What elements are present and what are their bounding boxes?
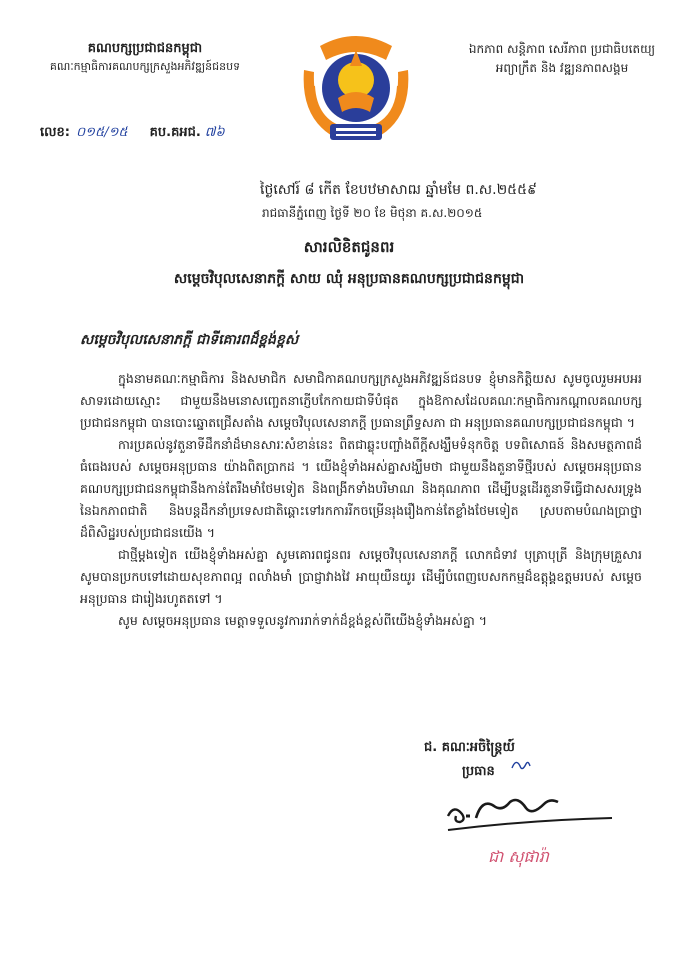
- reference-number: ០១៥/១៥: [75, 125, 128, 140]
- body-paragraph: ការប្រគល់នូវតួនាទីដឹកនាំដ៏មានសារៈសំខាន់នេះ ពិតជាឆ្លុះបញ្ចាំងពីក្តីសង្ឃឹមទំនុកចិត្ត បទពិសោធន៍ និងសមត្ថភាពដ៏ធំធេងរបស់ សម្តេចអនុប្រធាន យ៉ាងពិតប្រាកដ ។ យើងខ្ញុំទាំងអស់គ្នាសង្ឃឹមថា ជាមួយនឹងតួនាទីថ្មីរបស់ សម្តេចអនុប្រធាន គណបក្សប្រជាជនកម្ពុជានឹងកាន់តែរឹងមាំថែមទៀត និងពង្រីកទាំងបរិមាណ និងគុណភាព ដើម្បីបន្តដើរតួនាទីធ្វើជាសសរទ្រូងនៃឯកភាពជាតិ និងបន្តដឹកនាំប្រទេសជាតិឆ្ពោះទៅរកការរីកចម្រើនរុងរឿងកាន់តែខ្លាំងថែមទៀត ស្របតាមបំណងប្រាថ្នាដ៏ពិសិដ្ឋរបស់ប្រជាជនយើង ។: [80, 437, 642, 540]
- letter-addressee: សម្តេចវិបុលសេនាភក្តី សាយ ឈុំ អនុប្រធានគណបក្សប្រជាជនកម្ពុជា: [173, 271, 525, 287]
- reference-code-number: ៧៦: [204, 125, 225, 140]
- solar-date: រាជធានីភ្នំពេញ ថ្ងៃទី ២០ ខែ មិថុនា គ.ស.២០១៥: [262, 206, 483, 220]
- letterhead-right: [442, 40, 682, 78]
- party-logo: [294, 26, 418, 154]
- nation-motto-line2: អព្យាក្រឹត និង វឌ្ឍនភាពសង្គម: [495, 61, 629, 75]
- signatory-organization: ជ. គណៈអចិន្ត្រៃយ៍: [424, 740, 515, 755]
- letterhead-left: [30, 40, 260, 76]
- letter-title: សារលិខិតជូនពរ: [303, 238, 395, 256]
- body-paragraph: ក្នុងនាមគណៈកម្មាធិការ និងសមាជិក សមាជិកាគណបក្សក្រសួងអភិវឌ្ឍន៍ជនបទ ខ្ញុំមានកិត្តិយស សូមចូលរួមអបអរសាទរដោយស្មោះ ជាមួយនឹងមនោសញ្ចេតនាភ្ញើបកែកាយជាទីបំផុត ក្នុងឱកាសដែលគណៈកម្មាធិការកណ្តាលគណបក្សប្រជាជនកម្ពុជា បានបោះឆ្នោតជ្រើសតាំង សម្តេចវិបុលសេនាភក្តី ប្រធានព្រឹទ្ធសភា ជា អនុប្រធានគណបក្សប្រជាជនកម្ពុជា ។: [80, 371, 642, 430]
- letter-body: [80, 368, 642, 632]
- lunar-date: ថ្ងៃសៅរ៍ ៨ កើត ខែបឋមាសាឍ ឆ្នាំមមែ ព.ស.២៥៥៩: [260, 182, 537, 198]
- committee-name: គណៈកម្មាធិការគណបក្សក្រសួងអភិវឌ្ឍន៍ជនបទ: [49, 60, 241, 73]
- party-name: គណបក្សប្រជាជនកម្ពុជា: [87, 41, 203, 56]
- reference-label: លេខ:: [40, 125, 70, 140]
- nation-motto-line1: ឯកភាព សន្តិភាព សេរីភាព ប្រជាធិបតេយ្យ: [468, 42, 656, 56]
- reference-code-label: គប.គអជ.: [149, 125, 201, 140]
- body-paragraph: ជាថ្មីម្តងទៀត យើងខ្ញុំទាំងអស់គ្នា សូមគោរពជូនពរ សម្តេចវិបុលសេនាភក្តី លោកជំទាវ បុត្រាបុត្រី និងក្រុមគ្រួសារ សូមបានប្រកបទៅដោយសុខភាពល្អ ពលាំងមាំ ប្រាជ្ញាវាងវៃ អាយុយឺនយូរ ដើម្បីបំពេញបេសកកម្មដ៏ឧត្តុង្គឧត្តមរបស់ សម្តេចអនុប្រធាន ជារៀងរហូតតទៅ ។: [80, 547, 642, 606]
- handwritten-signature: [440, 786, 620, 836]
- body-paragraph: សូម សម្តេចអនុប្រធាន មេត្តាទទួលនូវការរាក់ទាក់ដ៏ខ្ពង់ខ្ពស់ពីយើងខ្ញុំទាំងអស់គ្នា ។: [118, 613, 488, 628]
- handwritten-initial: [508, 754, 534, 778]
- reference-line: [40, 124, 300, 143]
- signatory-role: ប្រធាន: [462, 764, 495, 779]
- salutation: សម្តេចវិបុលសេនាភក្តី ជាទីគោរពដ៏ខ្ពង់ខ្ពស់: [80, 332, 299, 348]
- signatory-name: ជា សុផារ៉ា: [488, 847, 549, 866]
